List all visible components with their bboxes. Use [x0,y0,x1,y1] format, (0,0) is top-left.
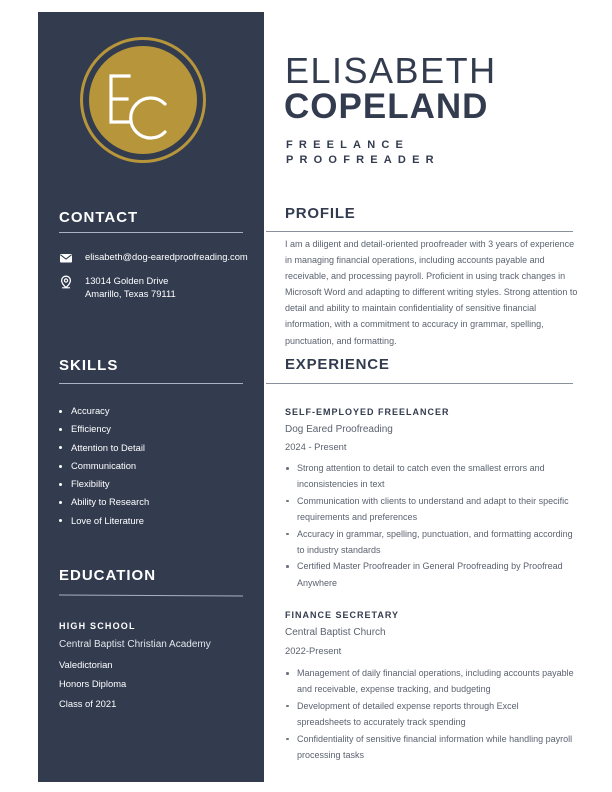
education-honor-1: Valedictorian [59,659,113,670]
bullet-text: Development of detailed expense reports through Excel spreadsheets to accurately track spending [297,700,519,727]
skill-item [59,512,149,530]
contact-divider [59,232,243,233]
job-1-title: SELF-EMPLOYED FREELANCER [285,407,450,417]
bullet-dot [286,500,289,503]
job-2-dates: 2022-Present [285,645,342,656]
experience-divider [266,383,573,384]
skill-item [59,493,149,511]
contact-email-row [59,250,248,265]
education-class: Class of 2021 [59,698,117,709]
bullet-dot [59,483,62,486]
contact-heading: CONTACT [59,209,139,226]
skill-label: Love of Literature [71,514,144,526]
profile-heading: PROFILE [285,205,356,222]
job-1-dates: 2024 - Present [285,441,347,452]
address-line-2: Amarillo, Texas 79111 [85,288,176,299]
bullet-text: Confidentiality of sensitive financial information while handling payroll processing tasks [297,733,573,760]
bullet-dot [59,465,62,468]
bullet-dot [286,533,289,536]
skill-label: Ability to Research [71,496,150,508]
bullet-text: Management of daily financial operations, including accounts payable and receivable, expense tracking, and budgeting [297,668,574,695]
job-title-line-1: FREELANCE [286,139,410,151]
education-heading: EDUCATION [59,567,157,584]
bullet-dot [286,705,289,708]
envelope-icon [59,251,73,265]
job-bullet [285,526,575,558]
skill-label: Flexibility [71,478,110,490]
job-2-company: Central Baptist Church [285,627,386,638]
skill-label: Efficiency [71,423,111,435]
job-bullet [285,698,575,730]
skill-label: Accuracy [71,405,110,416]
skills-divider [59,383,243,384]
profile-divider [266,231,573,232]
bullet-dot [286,672,289,675]
skill-item [59,457,149,475]
job-2-title: FINANCE SECRETARY [285,610,400,620]
job-title-line-2: PROOFREADER [286,154,440,166]
contact-address [85,274,176,300]
bullet-dot [59,410,62,413]
bullet-dot [59,501,62,504]
bullet-text: Strong attention to detail to catch even the smallest errors and inconsistencies in text [297,463,545,490]
skill-item [59,420,149,438]
experience-heading: EXPERIENCE [285,356,390,373]
job-bullet [285,460,575,492]
skill-item [59,475,149,493]
bullet-dot [59,446,62,449]
skill-item [59,439,149,457]
profile-text: I am a diligent and detail-oriented proofreader with 3 years of experience in managing financial operations, including accounts payable and receivable, and processing payroll. Proficient in using track changes in Microsoft Word and adapting to different writing styles. Strong attention to detail and ability to maintain confidentiality of sensitive financial information, with a commitment to accuracy in grammar, spelling, punctuation, and formatting. [285,239,578,346]
bullet-text: Accuracy in grammar, spelling, punctuation, and formatting according to industry standards [297,528,573,555]
bullet-dot [286,565,289,568]
skills-heading: SKILLS [59,357,119,374]
job-1-bullets [285,460,575,591]
contact-email[interactable]: elisabeth@dog-earedproofreading.com [85,251,248,262]
job-bullet [285,493,575,525]
job-bullet [285,731,575,763]
bullet-text: Communication with clients to understand and adapt to their specific requirements and preferences [297,495,569,522]
education-school: Central Baptist Christian Academy [59,639,211,650]
skills-list [59,402,149,530]
education-level: HIGH SCHOOL [59,621,136,631]
address-line-1: 13014 Golden Drive [85,275,169,286]
name-last: COPELAND [284,87,489,126]
bullet-dot [286,467,289,470]
bullet-dot [59,428,62,431]
name-first: ELISABETH [285,50,497,91]
map-pin-icon [59,275,73,289]
job-bullet [285,665,575,697]
skill-label: Communication [71,459,137,471]
bullet-dot [286,738,289,741]
contact-address-row [59,274,176,300]
job-1-company: Dog Eared Proofreading [285,424,393,435]
job-bullet [285,558,575,590]
skill-item [59,402,149,420]
bullet-text: Certified Master Proofreader in General Proofreading by Proofread Anywhere [297,561,563,588]
education-honor-2: Honors Diploma [59,678,127,689]
monogram-letters-ec [83,40,203,160]
bullet-dot [59,519,62,522]
job-2-bullets [285,665,575,763]
skill-label: Attention to Detail [71,441,146,453]
monogram-logo [80,37,206,163]
